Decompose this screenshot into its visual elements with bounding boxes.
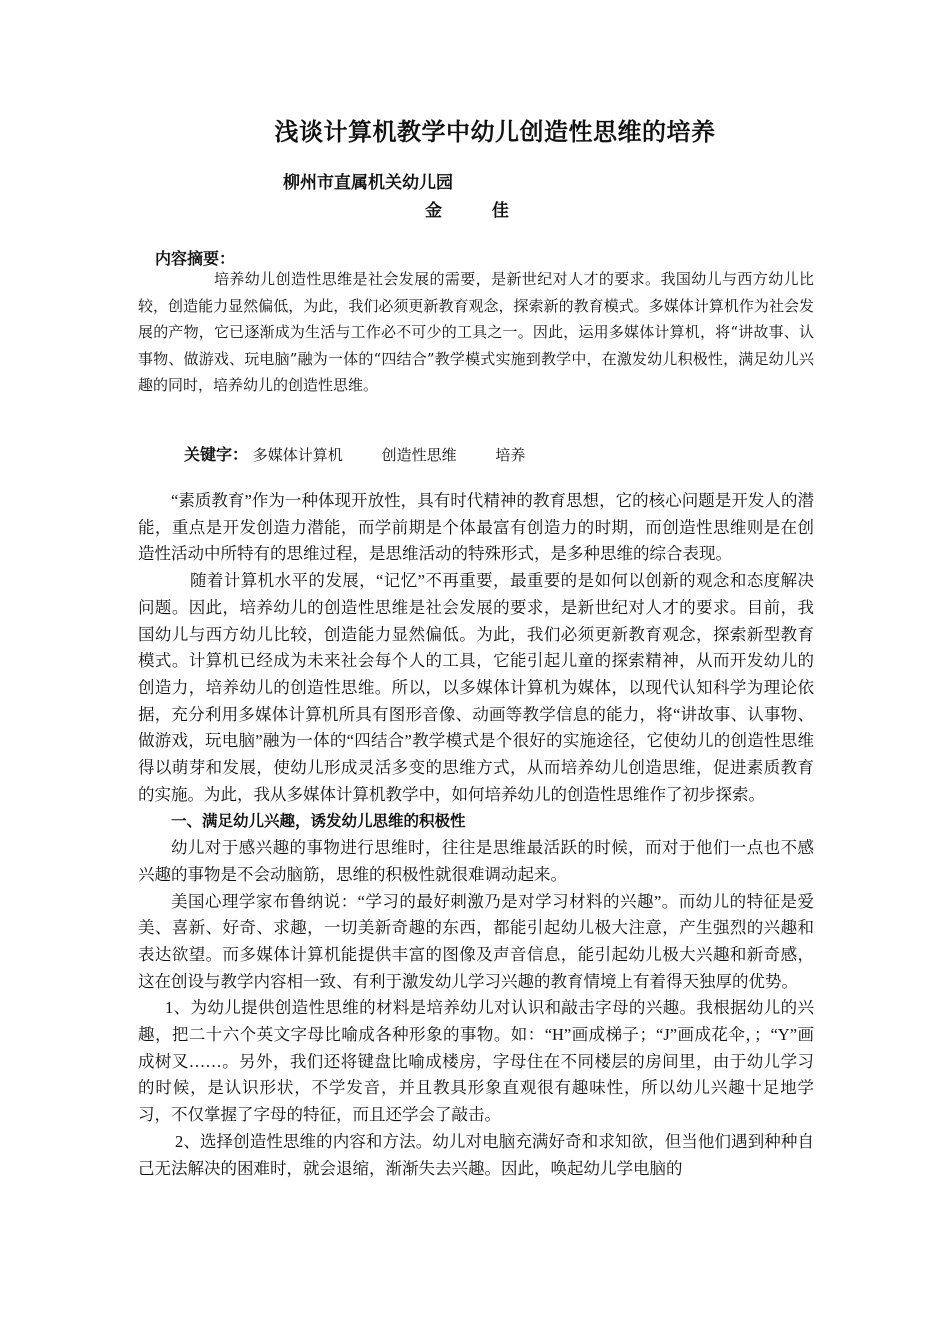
keywords-label: 关键字： — [184, 445, 249, 464]
keyword: 培养 — [495, 446, 526, 464]
body-paragraph: 幼儿对于感兴趣的事物进行思维时，往往是思维最活跃的时候，而对于他们一点也不感兴趣的事物是不会动脑筋，思维的积极性就很难调动起来。 — [138, 838, 814, 884]
author-organization: 柳州市直属机关幼儿园 — [283, 173, 453, 193]
abstract-label: 内容摘要： — [155, 249, 236, 268]
body-paragraph: 随着计算机水平的发展，“记忆”不再重要，最重要的是如何以创新的观念和态度解决问题。因此，培养幼儿的创造性思维是社会发展的要求，是新世纪对人才的要求。目前，我国幼儿与西方幼儿比较，创造能力显然偏低。为此，我们必须更新教育观念，探索新型教育模式。计算机已经成为未来社会每个人的工具，它能引起儿童的探索精神，从而开发幼儿的创造力，培养幼儿的创造性思维。所以，以多媒体计算机为媒体，以现代认知科学为理论依据，充分利用多媒体计算机所具有图形音像、动画等教学信息的能力，将“讲故事、认事物、做游戏，玩电脑”融为一体的“四结合”教学模式是个很好的实施途径，它使幼儿的创造性思维得以萌芽和发展，使幼儿形成灵活多变的思维方式，从而培养幼儿创造思维，促进素质教育的实施。为此，我从多媒体计算机教学中，如何培养幼儿的创造性思维作了初步探索。 — [138, 571, 814, 804]
body-paragraph: 1、为幼儿提供创造性思维的材料是培养幼儿对认识和敲击字母的兴趣。我根据幼儿的兴趣，把二十六个英文字母比喻成各种形象的事物。如：“H”画成梯子；“J”画成花伞，；“Y”画成树叉……。另外，我们还将键盘比喻成楼房，字母住在不同楼层的房间里，由于幼儿学习的时候，是认识形状，不学发音，并且教具形象直观很有趣味性，所以幼儿兴趣十足地学习，不仅掌握了字母的特征，而且还学会了敲击。 — [138, 998, 814, 1125]
document-title: 浅谈计算机教学中幼儿创造性思维的培养 — [274, 118, 716, 146]
body-text — [138, 488, 814, 1182]
section-heading: 一、满足幼儿兴趣，诱发幼儿思维的积极性 — [171, 812, 466, 831]
keyword: 多媒体计算机 — [252, 446, 343, 464]
keywords-line — [184, 442, 559, 465]
abstract-text: 培养幼儿创造性思维是社会发展的需要，是新世纪对人才的要求。我国幼儿与西方幼儿比较，创造能力显然偏低，为此，我们必须更新教育观念，探索新的教育模式。多媒体计算机作为社会发展的产物，它已逐渐成为生活与工作必不可少的工具之一。因此，运用多媒体计算机，将“讲故事、认事物、做游戏、玩电脑”融为一体的“四结合”教学模式实施到教学中，在激发幼儿积极性，满足幼儿兴趣的同时，培养幼儿的创造性思维。 — [138, 270, 814, 394]
body-paragraph: “素质教育”作为一种体现开放性，具有时代精神的教育思想，它的核心问题是开发人的潜能，重点是开发创造力潜能，而学前期是个体最富有创造力的时期，而创造性思维则是在创造性活动中所特有的思维过程，是思维活动的特殊形式，是多种思维的综合表现。 — [138, 491, 814, 564]
body-paragraph: 美国心理学家布鲁纳说：“学习的最好刺激乃是对学习材料的兴趣”。而幼儿的特征是爱美、喜新、好奇、求趣，一切美新奇趣的东西，都能引起幼儿极大注意，产生强烈的兴趣和表达欲望。而多媒体计算机能提供丰富的图像及声音信息，能引起幼儿极大兴趣和新奇感，这在创设与教学内容相一致、有利于激发幼儿学习兴趣的教育情境上有着得天独厚的优势。 — [138, 891, 814, 991]
keyword: 创造性思维 — [381, 446, 457, 464]
body-paragraph: 2、选择创造性思维的内容和方法。幼儿对电脑充满好奇和求知欲，但当他们遇到种种自己无法解决的困难时，就会退缩，渐渐失去兴趣。因此，唤起幼儿学电脑的 — [138, 1131, 814, 1178]
author-name: 金 佳 — [425, 201, 531, 221]
